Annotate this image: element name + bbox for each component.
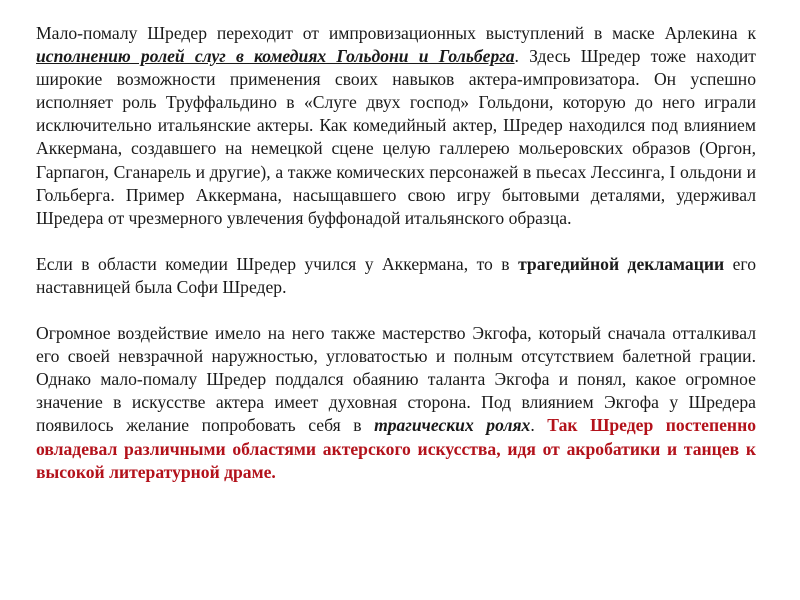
- paragraph1-emphasis: исполнению ролей слуг в комедиях Гольдони и Гольберга: [36, 46, 515, 67]
- paragraph2-emphasis: трагедийной декламации: [518, 253, 725, 274]
- paragraph1-text-end: . Здесь Шредер тоже находит широкие возможности применения своих навыков актера-импровизатора. Он успешно исполняет роль Труффальдино в «Слуге двух господ» Гольдони, которую до него играли исключительно итальянские актеры. Как комедийный актер, Шредер находился под влиянием Аккермана, создавшего на немецкой сцене целую галлерею мольеровских образов (Оргон, Гарпагон, Сганарель и другие), а также комических персонажей в пьесах Лессинга, I ольдони и Гольберга. Пример Аккермана, насыщавшего свою игру бытовыми деталями, удерживал Шредера от чрезмерного увлечения буффонадой итальянского образца.: [36, 46, 756, 228]
- paragraph-tragic-declamation: [36, 253, 756, 299]
- paragraph3-text-middle: .: [530, 415, 548, 436]
- paragraph1-text-start: Мало-помалу Шредер переходит от импровизационных выступлений в маске Арлекина к: [36, 23, 756, 43]
- paragraph2-text-end: его наставницей была Софи Шредер.: [36, 253, 756, 297]
- paragraph3-emphasis: трагических ролях: [374, 415, 531, 436]
- slide-text-body: [36, 22, 756, 507]
- paragraph2-text-start: Если в области комедии Шредер учился у Аккермана, то в: [36, 253, 519, 274]
- paragraph3-text-start: Огромное воздействие имело на него также мастерство Экгофа, который сначала отталкивал его своей невзрачной наружностью, угловатостью и полным отсутствием балетной грации. Однако мало-помалу Шредер поддался обаянию таланта Экгофа и понял, какое огромное значение в искусстве актера имеет духовная сторона. Под влиянием Экгофа у Шредера появилось желание попробовать себя в: [36, 323, 756, 436]
- paragraph-ekhof-influence: [36, 322, 756, 484]
- paragraph-comedy-roles: [36, 22, 756, 230]
- paragraph3-conclusion: Так Шредер постепенно овладевал различными областями актерского искусства, идя от акробатики и танцев к высокой литературной драме.: [36, 415, 756, 482]
